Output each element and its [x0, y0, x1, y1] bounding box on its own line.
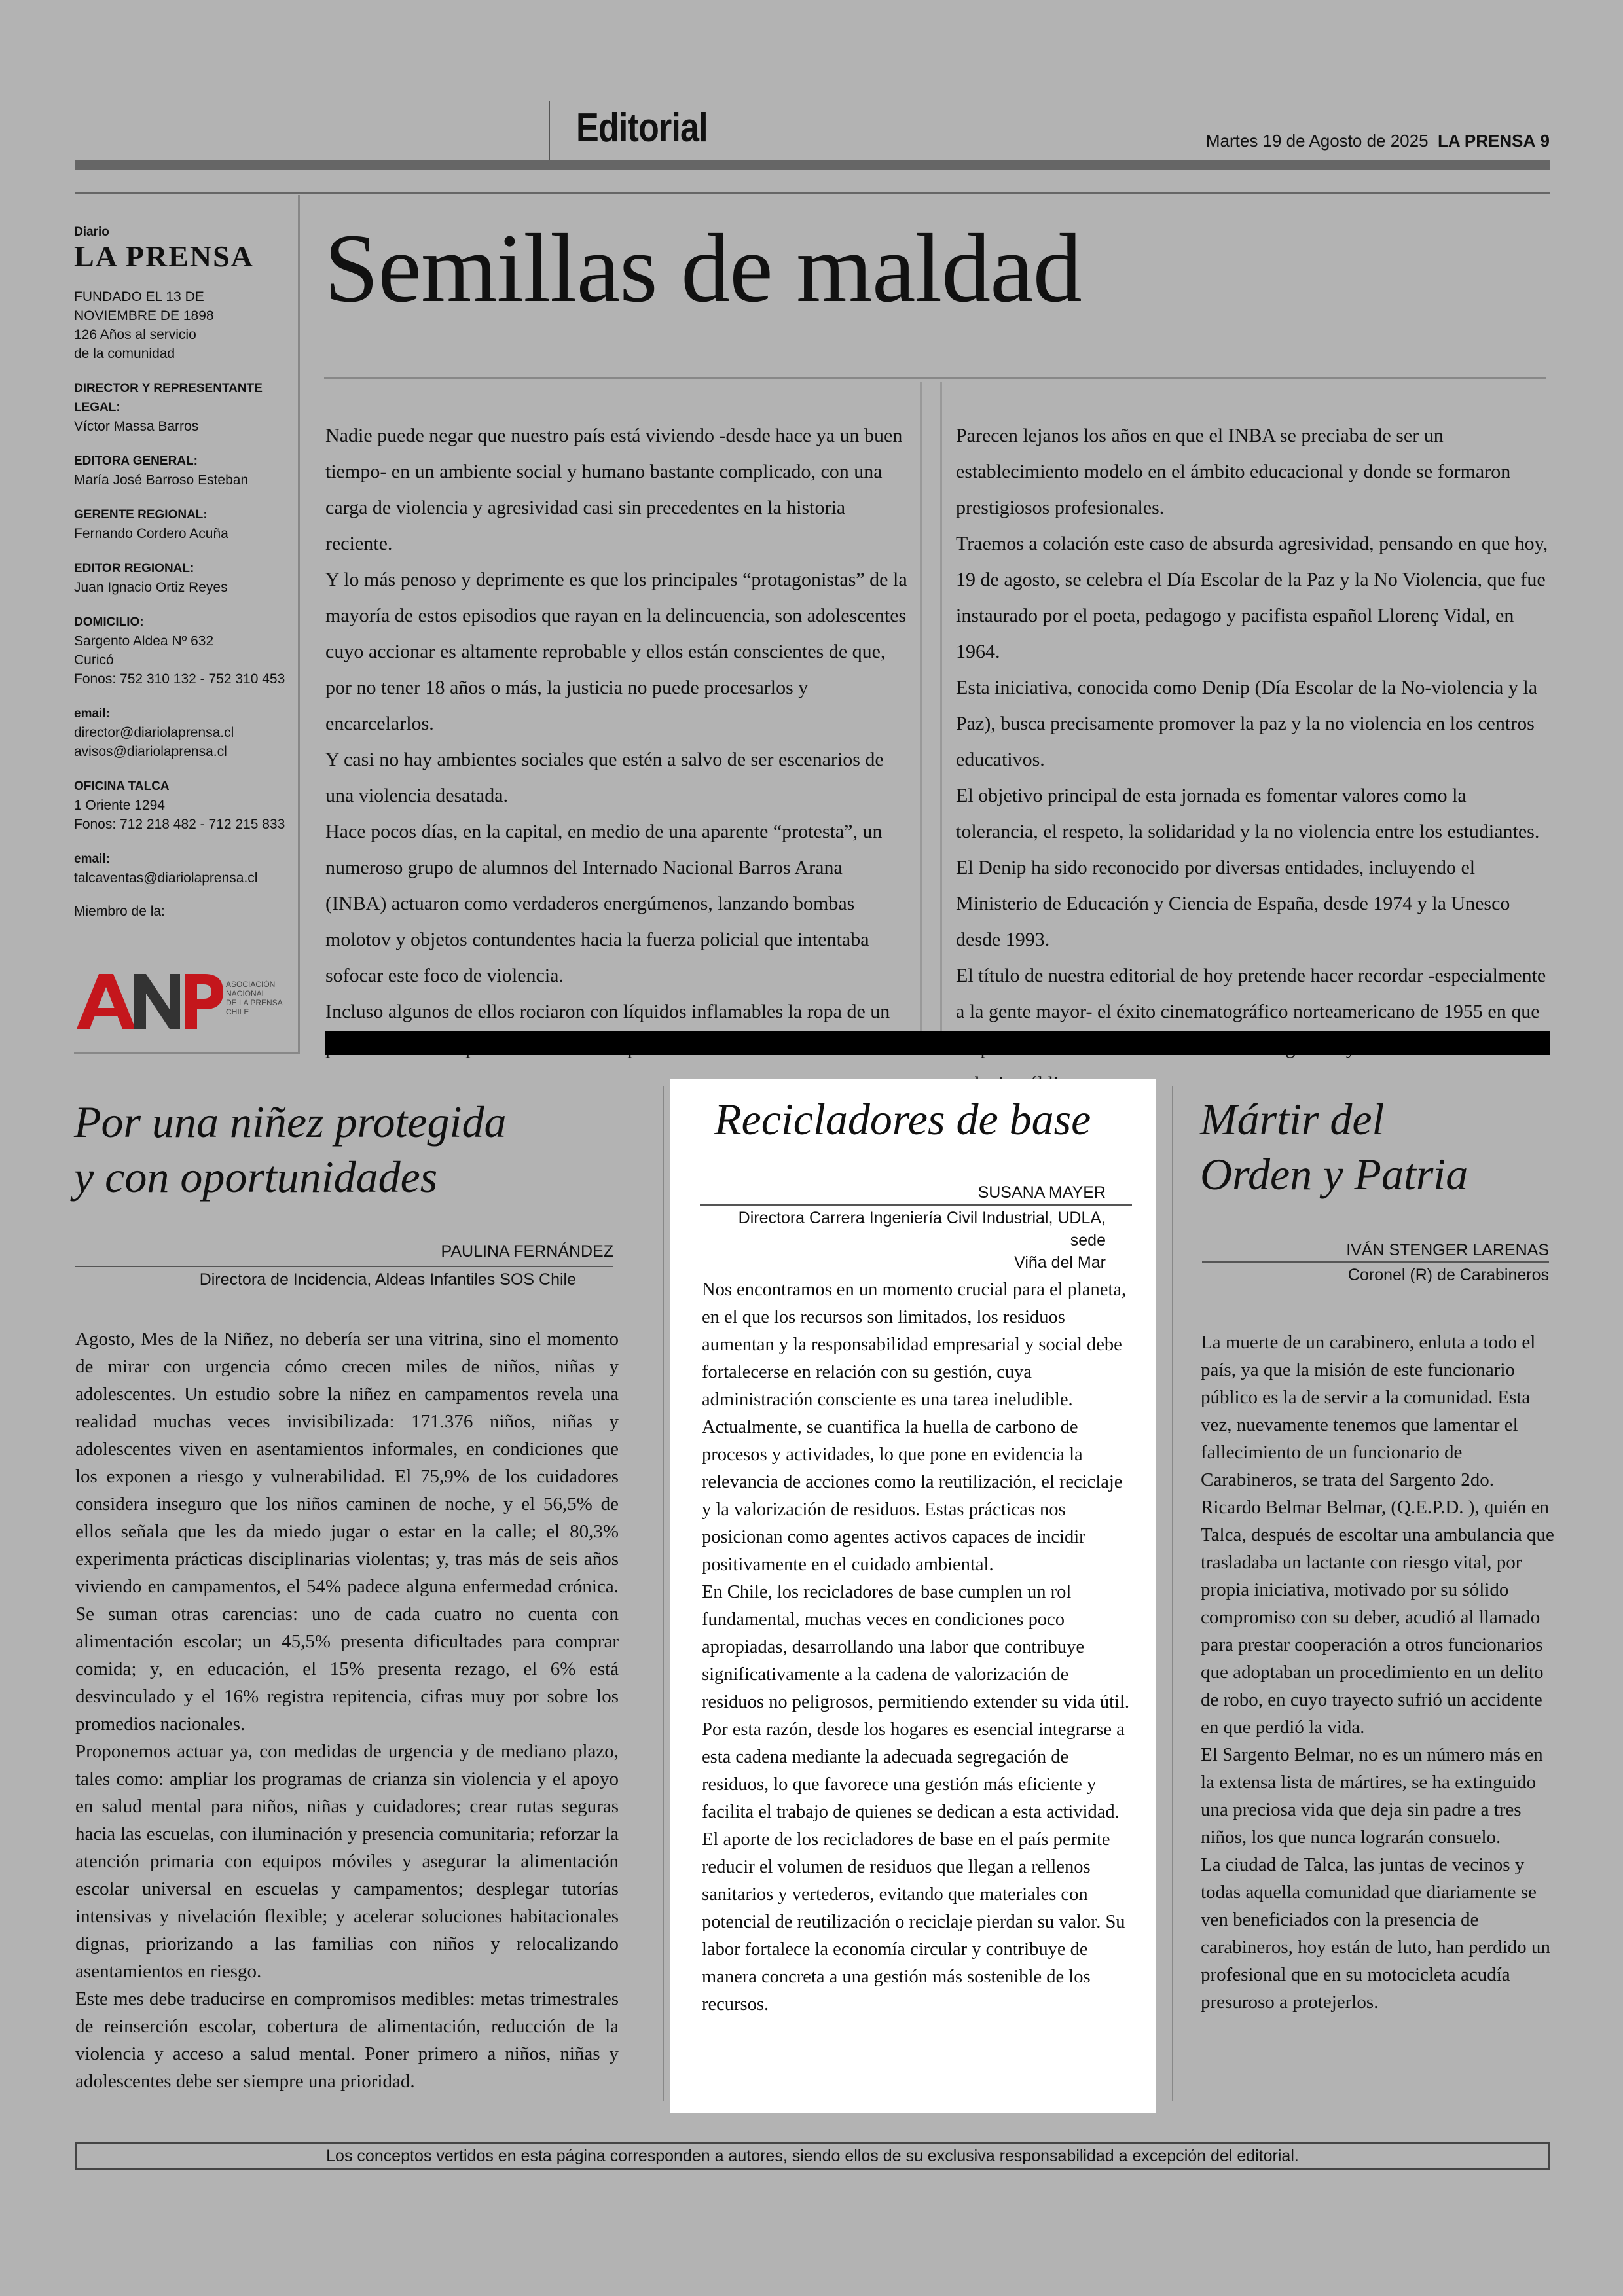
sidebar-divider	[298, 195, 300, 1054]
anp-logo-text: NACIONAL	[226, 989, 266, 998]
email-label: email:	[74, 707, 110, 721]
staff-label: GERENTE REGIONAL:	[74, 508, 208, 522]
article-title-line: Recicladores de base	[714, 1094, 1091, 1144]
page-number: 9	[1540, 131, 1550, 151]
paragraph: El aporte de los recicladores de base en el país permite reducir el volumen de residuos que llegan a rellenos sanitarios y vertederos, evitando que materiales con potencial de reutilización o reciclaje pierdan su valor. Su labor fortalece la economía circular y contribuye de manera concreta a una gestión más sostenible de los recursos.	[702, 1829, 1125, 2015]
masthead	[74, 223, 290, 921]
anp-logo	[74, 969, 283, 1037]
talca-email-link[interactable]: talcaventas@diariolaprensa.cl	[74, 870, 258, 886]
article-title	[74, 1094, 637, 1204]
header-rule	[75, 192, 1550, 194]
paragraph: La ciudad de Talca, las juntas de vecinos y todas aquella comunidad que diariamente se ven beneficiados con la presencia de carabineros, hoy están de luto, han perdido un profesional que en su motocicleta acudía presuroso a protejerlos.	[1201, 1854, 1550, 2013]
domicilio-label: DOMICILIO:	[74, 615, 144, 629]
date: Martes 19 de Agosto de 2025	[1205, 131, 1429, 151]
talca-line: 1 Oriente 1294	[74, 798, 165, 813]
staff-label: DIRECTOR Y REPRESENTANTE LEGAL:	[74, 382, 263, 414]
founded-line: FUNDADO EL 13 DE	[74, 289, 204, 304]
founded-info	[74, 287, 290, 363]
email-link[interactable]: avisos@diariolaprensa.cl	[74, 744, 227, 759]
member-label: Miembro de la:	[74, 904, 165, 919]
column-divider	[663, 1086, 664, 2101]
editorial-left-column	[325, 418, 908, 1066]
editorial-column-divider	[940, 382, 942, 1036]
article-byline	[1202, 1239, 1549, 1261]
founded-line: NOVIEMBRE DE 1898	[74, 308, 214, 323]
editorial-bottom-bar	[325, 1031, 1550, 1055]
email-link[interactable]: director@diariolaprensa.cl	[74, 725, 234, 740]
article-body	[75, 1325, 619, 2095]
founded-line: de la comunidad	[74, 346, 175, 361]
paragraph: Por esta razón, desde los hogares es esencial integrarse a esta cadena mediante la adecuada segregación de residuos, lo que favorece una gestión más eficiente y facilita el trabajo de quienes se dedican a esta actividad.	[702, 1719, 1125, 1822]
article-author: PAULINA FERNÁNDEZ	[441, 1242, 613, 1261]
paragraph: Incluso algunos de ellos rociaron con líquidos inflamables la ropa de un	[325, 1001, 890, 1022]
anp-logo-icon	[74, 969, 283, 1034]
domicilio-line: Sargento Aldea Nº 632	[74, 634, 214, 649]
paragraph: Este mes debe traducirse en compromisos medibles: metas trimestrales de reinserción escolar, cobertura de alimentación, reducción de la violencia y acceso a salud mental. Poner primero a niños, niñas y adolescentes debe ser siempre una prioridad.	[75, 1988, 619, 2092]
paragraph: La muerte de un carabinero, enluta a todo el país, ya que la misión de este funcionario público es la de servir a la comunidad. Esta vez, nuevamente tenemos que lamentar el fallecimiento de un funcionario de Carabineros, se trata del Sargento 2do. Ricardo Belmar Belmar, (Q.E.P.D. ), quién en Talca, después de escoltar una ambulancia que trasladaba un lactante con riesgo vital, por propia iniciativa, motivado por su sólido compromiso con su deber, acudió al llamado para prestar cooperación a otros funcionarios que adoptaban un procedimiento en un delito de robo, en cuyo trayecto sufrió un accidente en que perdió la vida.	[1201, 1332, 1554, 1738]
talca-email-label: email:	[74, 852, 110, 866]
disclaimer: Los conceptos vertidos en esta página corresponden a autores, siendo ellos de su exclusiva responsabilidad a excepción del editorial.	[75, 2142, 1550, 2170]
section-title: Editorial	[576, 105, 708, 151]
role-line: Directora Carrera Ingeniería Civil Industrial, UDLA, sede	[738, 1209, 1106, 1249]
role-line: Viña del Mar	[1014, 1253, 1106, 1272]
byline-rule	[75, 1266, 613, 1267]
article-title	[714, 1092, 1146, 1147]
paragraph: Proponemos actuar ya, con medidas de urgencia y de mediano plazo, tales como: ampliar los programas de crianza sin violencia y el apoyo en salud mental para niños, niñas y cuidadores; crear rutas seguras hacia las escuelas, con iluminación y presencia comunitaria; reforzar la atención primaria con equipos móviles y asegurar la alimentación escolar universal en escuelas y campamentos; desplegar tutorías intensivas y nivelación flexible; y acelerar soluciones habitacionales dignas, priorizando a las familias con niños y relocalizando asentamientos en riesgo.	[75, 1741, 619, 1982]
founded-line: 126 Años al servicio	[74, 327, 196, 342]
sidebar-bottom-rule	[74, 1052, 300, 1054]
staff-value: Juan Ignacio Ortiz Reyes	[74, 580, 228, 595]
staff-label: EDITORA GENERAL:	[74, 454, 198, 468]
staff-value: Víctor Massa Barros	[74, 419, 199, 434]
paragraph: Traemos a colación este caso de absurda agresividad, pensando en que hoy, 19 de agosto, se celebra el Día Escolar de la Paz y la No Violencia, que fue instaurado por el poeta, pedagogo y pacifista español Llorenç Vidal, en 1964.	[956, 533, 1548, 662]
talca-label: OFICINA TALCA	[74, 780, 170, 793]
paragraph: Y lo más penoso y deprimente es que los principales “protagonistas” de la mayoría de estos episodios que rayan en la delincuencia, son adolescentes cuyo accionar es altamente reprobable y ellos están conscientes de que, por no tener 18 años o más, la justicia no puede procesarlos y encarcelarlos.	[325, 569, 907, 734]
paragraph: En Chile, los recicladores de base cumplen un rol fundamental, muchas veces en condiciones poco apropiadas, desarrollando una labor que contribuye significativamente a la cadena de valorización de residuos no peligrosos, permitiendo extender su vida útil.	[702, 1582, 1130, 1712]
article-author-role: Coronel (R) de Carabineros	[1347, 1266, 1549, 1284]
editorial-column-divider	[920, 382, 922, 1036]
byline-rule	[700, 1204, 1132, 1206]
masthead-diario: Diario	[74, 225, 109, 239]
paragraph: El título de nuestra editorial de hoy pretende hacer recordar -especialmente a la gente mayor- el éxito cinematográfico norteamericano de 1955 en que	[956, 965, 1546, 1022]
paragraph: Nadie puede negar que nuestro país está viviendo -desde hace ya un buen tiempo- en un ambiente social y humano bastante complicado, con una carga de violencia y agresividad casi sin precedentes en la historia reciente.	[325, 425, 903, 554]
staff-value: María José Barroso Esteban	[74, 473, 249, 488]
paragraph: Actualmente, se cuantifica la huella de carbono de procesos y actividades, lo que pone en evidencia la relevancia de acciones como la reutilización, el reciclaje y la valorización de residuos. Estas prácticas nos posicionan como agentes activos capaces de incidir positivamente en el cuidado ambiental.	[702, 1417, 1123, 1575]
article-author-role: Directora de Incidencia, Aldeas Infantiles SOS Chile	[199, 1270, 576, 1289]
paragraph: El objetivo principal de esta jornada es fomentar valores como la tolerancia, el respeto, la solidaridad y la no violencia entre los estudiantes.	[956, 785, 1540, 842]
article-title-line: Por una niñez protegida	[74, 1097, 507, 1147]
paragraph: Nos encontramos en un momento crucial para el planeta, en el que los recursos son limitados, los residuos aumentan y la responsabilidad empresarial y social debe fortalecerse en relación con su gestión, cuya administración consciente es una tarea ineludible.	[702, 1280, 1127, 1410]
article-author: SUSANA MAYER	[977, 1183, 1106, 1202]
column-divider	[1172, 1086, 1173, 2101]
article-byline	[700, 1181, 1106, 1204]
dateline	[1206, 131, 1550, 151]
editorial-right-column	[956, 418, 1548, 1102]
staff-label: EDITOR REGIONAL:	[74, 562, 194, 575]
paragraph: Y casi no hay ambientes sociales que estén a salvo de ser escenarios de una violencia desatada.	[325, 749, 884, 806]
byline-rule	[1202, 1261, 1549, 1263]
paragraph: El Sargento Belmar, no es un número más en la extensa lista de mártires, se ha extinguido una preciosa vida que deja sin padre a tres niños, los que nunca lograrán consuelo.	[1201, 1744, 1543, 1848]
anp-logo-text: CHILE	[226, 1007, 249, 1016]
masthead-name: LA PRENSA	[74, 240, 254, 273]
article-author: IVÁN STENGER LARENAS	[1346, 1241, 1549, 1259]
article-title	[1200, 1092, 1567, 1202]
header-bar	[75, 160, 1550, 170]
article-body	[1201, 1329, 1554, 2016]
paragraph: Esta iniciativa, conocida como Denip (Día Escolar de la No-violencia y la Paz), busca precisamente promover la paz y la no violencia en los centros educativos.	[956, 677, 1538, 770]
header-separator	[549, 101, 550, 160]
paragraph: Hace pocos días, en la capital, en medio de una aparente “protesta”, un numeroso grupo de alumnos del Internado Nacional Barros Arana (INBA) actuaron como verdaderos energúmenos, lanzando bombas molotov y objetos contundentes hacia la fuerza policial que intentaba sofocar este foco de violencia.	[325, 821, 883, 986]
paper-name: LA PRENSA	[1438, 131, 1536, 151]
paragraph: Agosto, Mes de la Niñez, no debería ser una vitrina, sino el momento de mirar con urgencia cómo crecen miles de niños, niñas y adolescentes. Un estudio sobre la niñez en campamentos revela una realidad muchas veces invisibilizada: 171.376 niños, niñas y adolescentes viven en asentamientos informales, en condiciones que los exponen a riesgo y vulnerabilidad. El 75,9% de los cuidadores considera inseguro que los niños caminen de noche, y el 56,5% de ellos señala que les da miedo jugar o estar en la calle; el 80,3% experimenta prácticas disciplinarias violentas; y, tras más de seis años viviendo en campamentos, el 54% padece alguna enfermedad crónica. Se suman otras carencias: uno de cada cuatro no cuenta con alimentación escolar; un 45,5% presenta dificultades para comprar comida; y, en educación, el 15% presenta rezago, el 6% está desvinculado y el 16% registra repitencia, cifras muy por sobre los promedios nacionales.	[75, 1329, 619, 1734]
article-byline	[75, 1240, 613, 1263]
headline-rule	[324, 377, 1546, 379]
staff-value: Fernando Cordero Acuña	[74, 526, 228, 541]
editorial-headline: Semillas de maldad	[324, 214, 1082, 323]
article-author-role	[700, 1207, 1106, 1274]
domicilio-line: Fonos: 752 310 132 - 752 310 453	[74, 672, 285, 687]
anp-logo-text: DE LA PRENSA	[226, 998, 283, 1007]
talca-line: Fonos: 712 218 482 - 712 215 833	[74, 817, 285, 832]
article-body	[702, 1276, 1134, 2018]
article-title-line: y con oportunidades	[74, 1152, 438, 1202]
domicilio-line: Curicó	[74, 653, 114, 668]
article-title-line: Orden y Patria	[1200, 1149, 1468, 1199]
anp-logo-text: ASOCIACIÓN	[226, 980, 276, 989]
paragraph: Parecen lejanos los años en que el INBA se preciaba de ser un establecimiento modelo en el ámbito educacional y donde se formaron prestigiosos profesionales.	[956, 425, 1511, 518]
article-title-line: Mártir del	[1200, 1094, 1385, 1144]
paragraph: El Denip ha sido reconocido por diversas entidades, incluyendo el Ministerio de Educación y Ciencia de España, desde 1974 y la Unesco desde 1993.	[956, 857, 1510, 950]
